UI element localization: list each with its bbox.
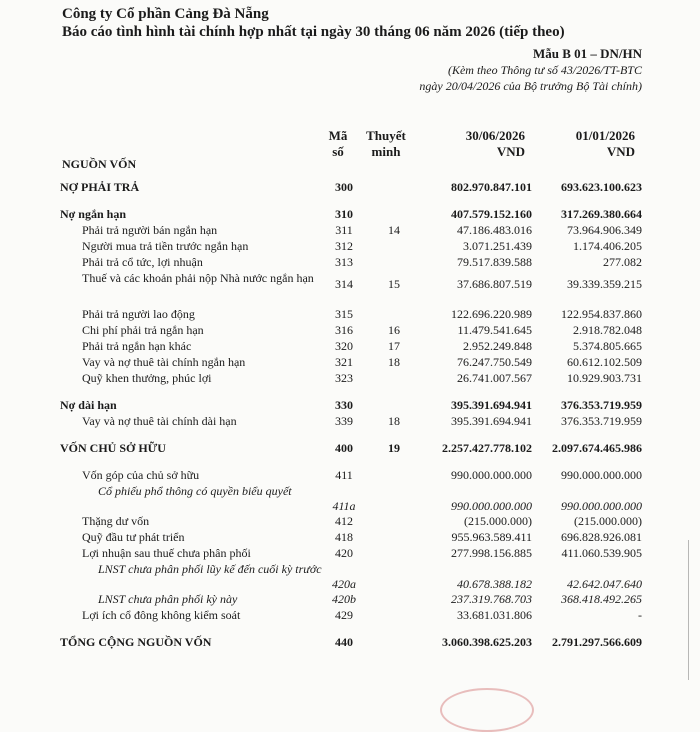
row-value-01-01: 376.353.719.959 (561, 398, 642, 412)
row-value-30-06: 802.970.847.101 (451, 180, 532, 194)
table-row (60, 562, 642, 592)
row-value-01-01: 368.418.492.265 (561, 592, 642, 606)
row-value-30-06: 395.391.694.941 (451, 398, 532, 412)
row-label: NỢ PHẢI TRẢ (60, 180, 140, 194)
column-header-01-01-2026 (540, 128, 635, 160)
row-note (366, 468, 422, 484)
table-row (60, 207, 642, 223)
table-row (60, 414, 642, 430)
company-name: Công ty Cổ phần Cảng Đà Nẵng (62, 6, 269, 22)
row-value-30-06: 40.678.388.182 (457, 577, 532, 591)
table-row (60, 484, 642, 514)
row-value-30-06: 122.696.220.989 (451, 307, 532, 321)
column-header-code (322, 128, 354, 160)
row-label: Lợi nhuận sau thuế chưa phân phối (82, 546, 251, 560)
column-header-30-06-2026-date: 30/06/2026 (465, 128, 525, 143)
row-value-30-06: 47.186.483.016 (457, 223, 532, 237)
row-value-30-06: 277.998.156.885 (451, 546, 532, 560)
row-value-01-01: 73.964.906.349 (567, 223, 642, 237)
row-code: 316 (335, 323, 353, 337)
row-code: 412 (335, 514, 353, 528)
row-value-30-06: 2.257.427.778.102 (442, 441, 532, 455)
row-label: Người mua trả tiền trước ngắn hạn (82, 239, 249, 253)
row-note (366, 530, 422, 546)
row-value-01-01: 2.791.297.566.609 (552, 635, 642, 649)
row-note (366, 608, 422, 624)
row-label: Vốn góp của chủ sở hữu (82, 468, 200, 482)
column-header-30-06-2026 (430, 128, 525, 160)
row-value-01-01: 376.353.719.959 (561, 414, 642, 428)
row-label: Phải trả ngắn hạn khác (82, 339, 192, 353)
row-code: 312 (335, 239, 353, 253)
row-code: 315 (335, 307, 353, 321)
column-header-01-01-2026-unit: VND (606, 144, 635, 159)
row-code: 400 (335, 441, 353, 455)
row-code: 411a (332, 499, 356, 513)
row-value-01-01: 990.000.000.000 (561, 499, 642, 513)
table-row (60, 608, 642, 624)
row-note (366, 562, 422, 592)
table-row (60, 635, 642, 651)
row-code: 418 (335, 530, 353, 544)
row-code: 420b (332, 592, 356, 606)
column-header-code-line1: Mã (328, 128, 348, 143)
table-row (60, 355, 642, 371)
row-label: Quỹ đầu tư phát triển (82, 530, 185, 544)
row-label: LNST chưa phân phối lũy kế đến cuối kỳ trước (98, 562, 322, 576)
row-label: Chi phí phải trả ngắn hạn (82, 323, 204, 337)
row-value-30-06: 395.391.694.941 (451, 414, 532, 428)
row-label: Nợ dài hạn (60, 398, 117, 412)
row-code: 420a (332, 577, 356, 591)
row-value-01-01: 693.623.100.623 (561, 180, 642, 194)
table-row (60, 239, 642, 255)
row-value-01-01: (215.000.000) (574, 514, 642, 528)
row-label: LNST chưa phân phối kỳ này (98, 592, 238, 606)
row-code: 321 (335, 355, 353, 369)
table-row (60, 180, 642, 196)
row-note (366, 514, 422, 530)
row-value-30-06: 3.060.398.625.203 (442, 635, 532, 649)
row-label: Thuế và các khoản phải nộp Nhà nước ngắn hạn (82, 271, 314, 285)
row-label: Nợ ngắn hạn (60, 207, 127, 221)
row-note (366, 635, 422, 651)
row-value-01-01: 39.339.359.215 (567, 277, 642, 291)
row-code: 440 (335, 635, 353, 649)
stamp-mark (440, 688, 534, 732)
row-code: 429 (335, 608, 353, 622)
table-row (60, 307, 642, 323)
row-value-30-06: 3.071.251.439 (463, 239, 532, 253)
row-code: 320 (335, 339, 353, 353)
row-label: Vay và nợ thuê tài chính dài hạn (82, 414, 237, 428)
column-header-code-line2: số (332, 144, 344, 159)
row-value-30-06: 2.952.249.848 (463, 339, 532, 353)
row-label: Phải trả người bán ngắn hạn (82, 223, 218, 237)
row-value-01-01: 122.954.837.860 (561, 307, 642, 321)
row-value-30-06: 37.686.807.519 (457, 277, 532, 291)
column-header-label: NGUỒN VỐN (62, 157, 137, 171)
row-value-01-01: 10.929.903.731 (567, 371, 642, 385)
row-value-30-06: 955.963.589.411 (451, 530, 532, 544)
table-row (60, 592, 642, 608)
row-note: 17 (388, 339, 400, 353)
row-note (366, 398, 422, 414)
row-label: Lợi ích cổ đông không kiểm soát (82, 608, 241, 622)
row-code: 311 (335, 223, 353, 237)
table-row (60, 468, 642, 484)
row-note (366, 546, 422, 562)
row-label: Cổ phiếu phổ thông có quyền biểu quyết (98, 484, 292, 498)
row-code: 314 (335, 277, 353, 291)
table-row (60, 398, 642, 414)
row-code: 300 (335, 180, 353, 194)
table-row (60, 255, 642, 271)
capital-sources-table (60, 180, 642, 651)
row-value-01-01: 42.642.047.640 (567, 577, 642, 591)
table-row (60, 371, 642, 387)
row-note (366, 307, 422, 323)
table-row (60, 223, 642, 239)
row-note: 19 (388, 441, 400, 455)
circular-note-line2: ngày 20/04/2026 của Bộ trưởng Bộ Tài chính) (419, 79, 642, 93)
column-header-30-06-2026-unit: VND (496, 144, 525, 159)
row-value-30-06: 26.741.007.567 (457, 371, 532, 385)
row-note: 14 (388, 223, 400, 237)
row-code: 330 (335, 398, 353, 412)
row-code: 323 (335, 371, 353, 385)
column-header-01-01-2026-date: 01/01/2026 (575, 128, 635, 143)
table-row (60, 546, 642, 562)
row-value-01-01: 317.269.380.664 (561, 207, 642, 221)
form-code: Mẫu B 01 – DN/HN (532, 46, 642, 61)
row-value-01-01: 277.082 (603, 255, 642, 269)
row-label: Vay và nợ thuê tài chính ngắn hạn (82, 355, 246, 369)
row-label: Phải trả người lao động (82, 307, 195, 321)
report-title: Báo cáo tình hình tài chính hợp nhất tại ngày 30 tháng 06 năm 2026 (tiếp theo) (62, 24, 565, 40)
row-value-30-06: 237.319.768.703 (451, 592, 532, 606)
row-note: 16 (388, 323, 400, 337)
row-label: VỐN CHỦ SỞ HỮU (60, 441, 166, 455)
row-value-30-06: 76.247.750.549 (457, 355, 532, 369)
row-note: 18 (388, 355, 400, 369)
row-note (366, 592, 422, 608)
row-note: 15 (388, 277, 400, 291)
table-row (60, 530, 642, 546)
row-note: 18 (388, 414, 400, 428)
row-value-01-01: 60.612.102.509 (567, 355, 642, 369)
table-row (60, 323, 642, 339)
row-label: Quỹ khen thưởng, phúc lợi (82, 371, 212, 385)
row-label: TỔNG CỘNG NGUỒN VỐN (60, 635, 212, 649)
row-code: 420 (335, 546, 353, 560)
row-value-30-06: (215.000.000) (464, 514, 532, 528)
column-header-explanation-line2: minh (371, 144, 401, 159)
row-code: 313 (335, 255, 353, 269)
column-header-explanation (360, 128, 412, 160)
row-value-01-01: 411.060.539.905 (561, 546, 642, 560)
table-row (60, 339, 642, 355)
row-value-30-06: 990.000.000.000 (451, 499, 532, 513)
table-row (60, 441, 642, 457)
row-value-01-01: 1.174.406.205 (573, 239, 642, 253)
row-code: 339 (335, 414, 353, 428)
row-value-30-06: 33.681.031.806 (457, 608, 532, 622)
row-note (366, 371, 422, 387)
column-header-explanation-line1: Thuyết (366, 128, 406, 143)
row-value-01-01: 990.000.000.000 (561, 468, 642, 482)
row-note (366, 484, 422, 514)
row-code: 310 (335, 207, 353, 221)
row-value-01-01: - (638, 608, 642, 622)
row-note (366, 239, 422, 255)
row-value-01-01: 2.097.674.465.986 (552, 441, 642, 455)
row-value-01-01: 696.828.926.081 (561, 530, 642, 544)
row-label: Thặng dư vốn (82, 514, 150, 528)
row-value-30-06: 79.517.839.588 (457, 255, 532, 269)
row-label: Phải trả cổ tức, lợi nhuận (82, 255, 203, 269)
row-value-30-06: 990.000.000.000 (451, 468, 532, 482)
page-edge-line (688, 540, 689, 680)
table-row (60, 514, 642, 530)
row-note (366, 180, 422, 196)
row-note (366, 207, 422, 223)
table-row (60, 271, 642, 307)
row-note (366, 255, 422, 271)
row-value-01-01: 2.918.782.048 (573, 323, 642, 337)
row-value-30-06: 407.579.152.160 (451, 207, 532, 221)
row-value-01-01: 5.374.805.665 (573, 339, 642, 353)
row-value-30-06: 11.479.541.645 (457, 323, 532, 337)
row-code: 411 (335, 468, 353, 482)
circular-note-line1: (Kèm theo Thông tư số 43/2026/TT-BTC (447, 63, 642, 77)
